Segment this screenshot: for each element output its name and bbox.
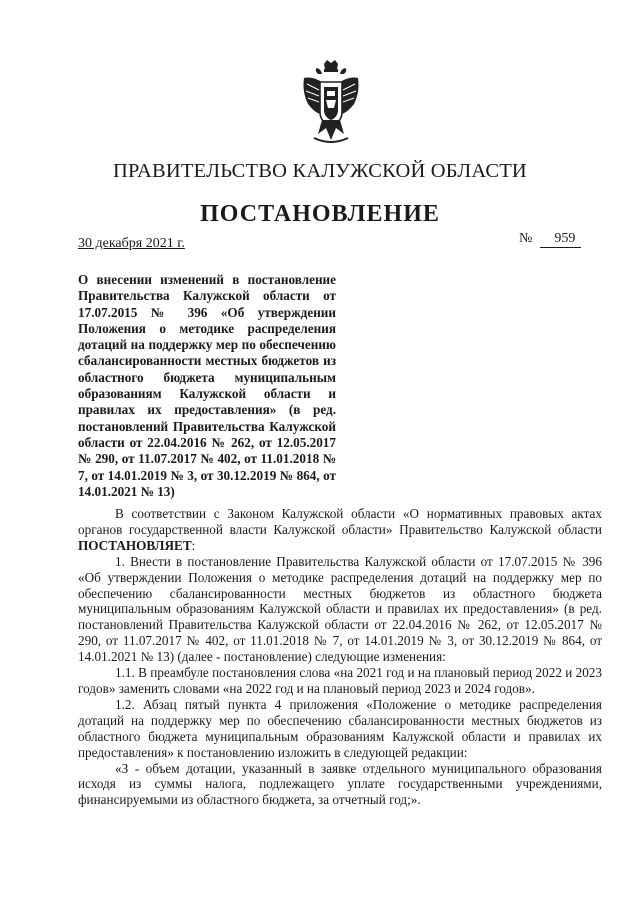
paragraph-1-2: 1.2. Абзац пятый пункта 4 приложения «Положение о методике распределения дотаций на поддержку мер по обеспечению сбалансированности местных бюджетов из областного бюджета муниципальным образованиям Калужской области и правилах их предоставления» к постановлению изложить в следующей редакции:	[78, 696, 602, 760]
document-body	[78, 506, 602, 808]
document-number	[519, 231, 581, 248]
document-subject: О внесении изменений в постановление Правительства Калужской области от 17.07.2015 № 396 «Об утверждении Положения о методике распределения дотаций на поддержку мер по обеспечению сбалансированности местных бюджетов из областного бюджета муниципальным образованиям Калужской области и правилах их предоставления» (в ред. постановлений Правительства Калужской области от 22.04.2016 № 262, от 12.05.2017 № 290, от 11.07.2017 № 402, от 11.01.2018 № 7, от 14.01.2019 № 3, от 30.12.2019 № 864, от 14.01.2021 № 13)	[78, 272, 336, 499]
document-date: 30 декабря 2021 г.	[78, 236, 185, 251]
number-value: 959	[540, 231, 581, 248]
preamble-text: В соответствии с Законом Калужской области «О нормативных правовых актах органов государственной власти Калужской области» Правительство Калужской области	[78, 506, 602, 537]
government-name: ПРАВИТЕЛЬСТВО КАЛУЖСКОЙ ОБЛАСТИ	[113, 160, 527, 182]
coat-of-arms-icon	[300, 60, 362, 146]
paragraph-1: 1. Внести в постановление Правительства Калужской области от 17.07.2015 № 396 «Об утверждении Положения о методике распределения дотаций на поддержку мер по обеспечению сбалансированности местных бюджетов из областного бюджета муниципальным образованиям Калужской области и правилах их предоставления» (в ред. постановлений Правительства Калужской области от 22.04.2016 № 262, от 12.05.2017 № 290, от 11.07.2017 № 402, от 11.01.2018 № 7, от 14.01.2019 № 3, от 30.12.2019 № 864, от 14.01.2021 № 13) (далее - постановление) следующие изменения:	[78, 553, 602, 665]
document-type: ПОСТАНОВЛЕНИЕ	[200, 201, 440, 227]
decree-colon: :	[191, 537, 196, 553]
preamble-paragraph	[78, 506, 602, 554]
number-label: №	[519, 231, 533, 246]
paragraph-1-1: 1.1. В преамбуле постановления слова «на 2021 год и на плановый период 2022 и 2023 годов» заменить словами «на 2022 год и на плановый период 2023 и 2024 годов».	[78, 665, 602, 696]
quote-paragraph: «З - объем дотации, указанный в заявке отдельного муниципального образования исходя из суммы налога, подлежащего уплате государственными учреждениями, финансируемыми из областного бюджета, за отчетный год;».	[78, 760, 602, 808]
decree-word: ПОСТАНОВЛЯЕТ	[78, 537, 192, 553]
